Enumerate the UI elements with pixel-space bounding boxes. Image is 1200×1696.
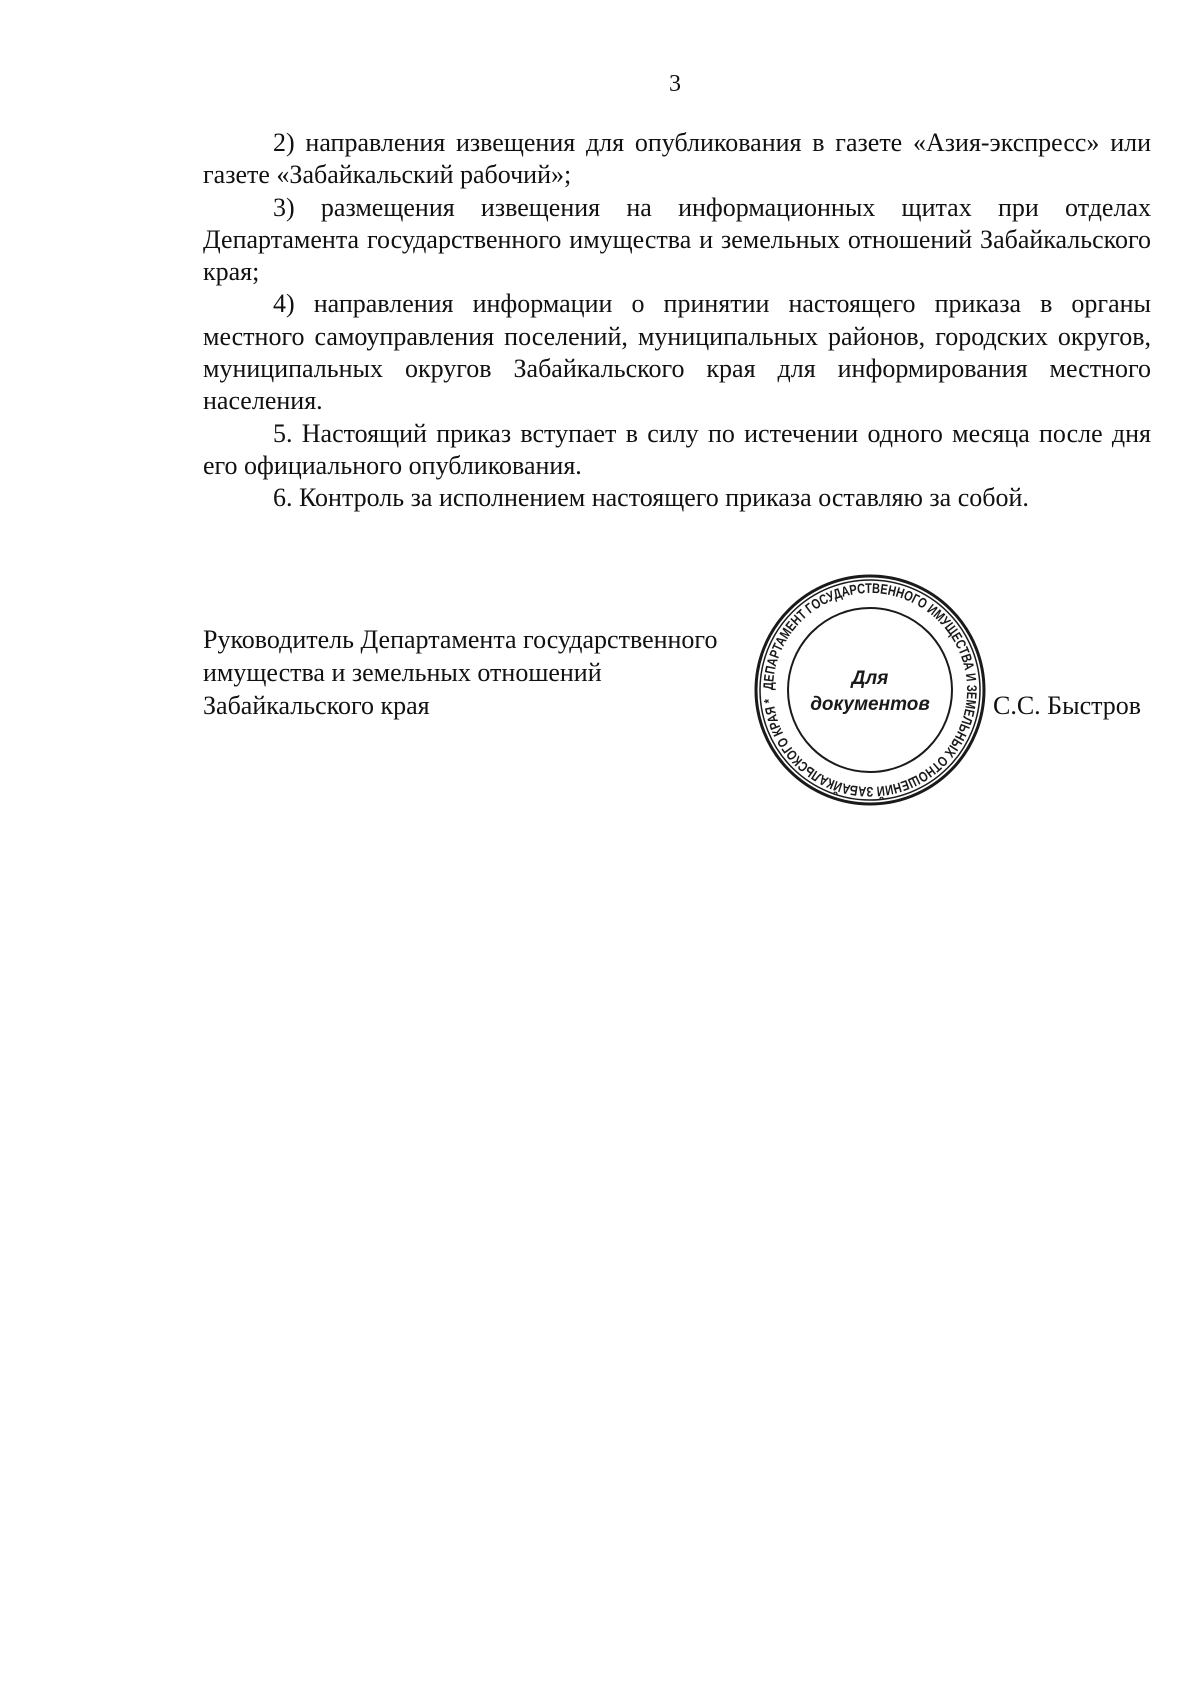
- stamp-center-text: документов: [810, 694, 930, 715]
- stamp-outer-ring: [756, 576, 984, 804]
- signatory-position: [203, 623, 717, 722]
- signatory-position-line: имущества и земельных отношений: [203, 658, 602, 687]
- page-number: 3: [669, 71, 681, 97]
- official-stamp: [752, 572, 988, 808]
- stamp-center-text: Для: [851, 668, 889, 689]
- stamp-ring-textpath: ДЕПАРТАМЕНТ ГОСУДАРСТВЕННОГО ИМУЩЕСТВА И ЗЕМЕЛЬНЫХ ОТНОШЕНИЙ ЗАБАЙКАЛЬСКОГО КРАЯ *: [759, 579, 981, 801]
- paragraph-clause-5: 5. Настоящий приказ вступает в силу по истечении одного месяца после дня его официального опубликования.: [203, 418, 1151, 480]
- stamp-inner-ring: [788, 608, 952, 772]
- paragraph-item-2: 2) направления извещения для опубликования в газете «Азия-экспресс» или газете «Забайкальский рабочий»;: [203, 128, 1151, 190]
- signatory-position-line: Руководитель Департамента государственного: [203, 625, 718, 654]
- paragraph-item-3: 3) размещения извещения на информационных щитах при отделах Департамента государственного имущества и земельных отношений Забайкальского края;: [203, 192, 1151, 287]
- paragraph-clause-6: 6. Контроль за исполнением настоящего приказа оставляю за собой.: [273, 483, 1029, 513]
- signatory-position-line: Забайкальского края: [203, 691, 430, 720]
- document-body: [203, 127, 1151, 515]
- paragraph-item-4: 4) направления информации о принятии настоящего приказа в органы местного самоуправления поселений, муниципальных районов, городских округов, муниципальных округов Забайкальского края для информирования местного населения.: [203, 289, 1151, 416]
- stamp-ring-text: [760, 580, 980, 801]
- signatory-name: С.С. Быстров: [993, 691, 1142, 720]
